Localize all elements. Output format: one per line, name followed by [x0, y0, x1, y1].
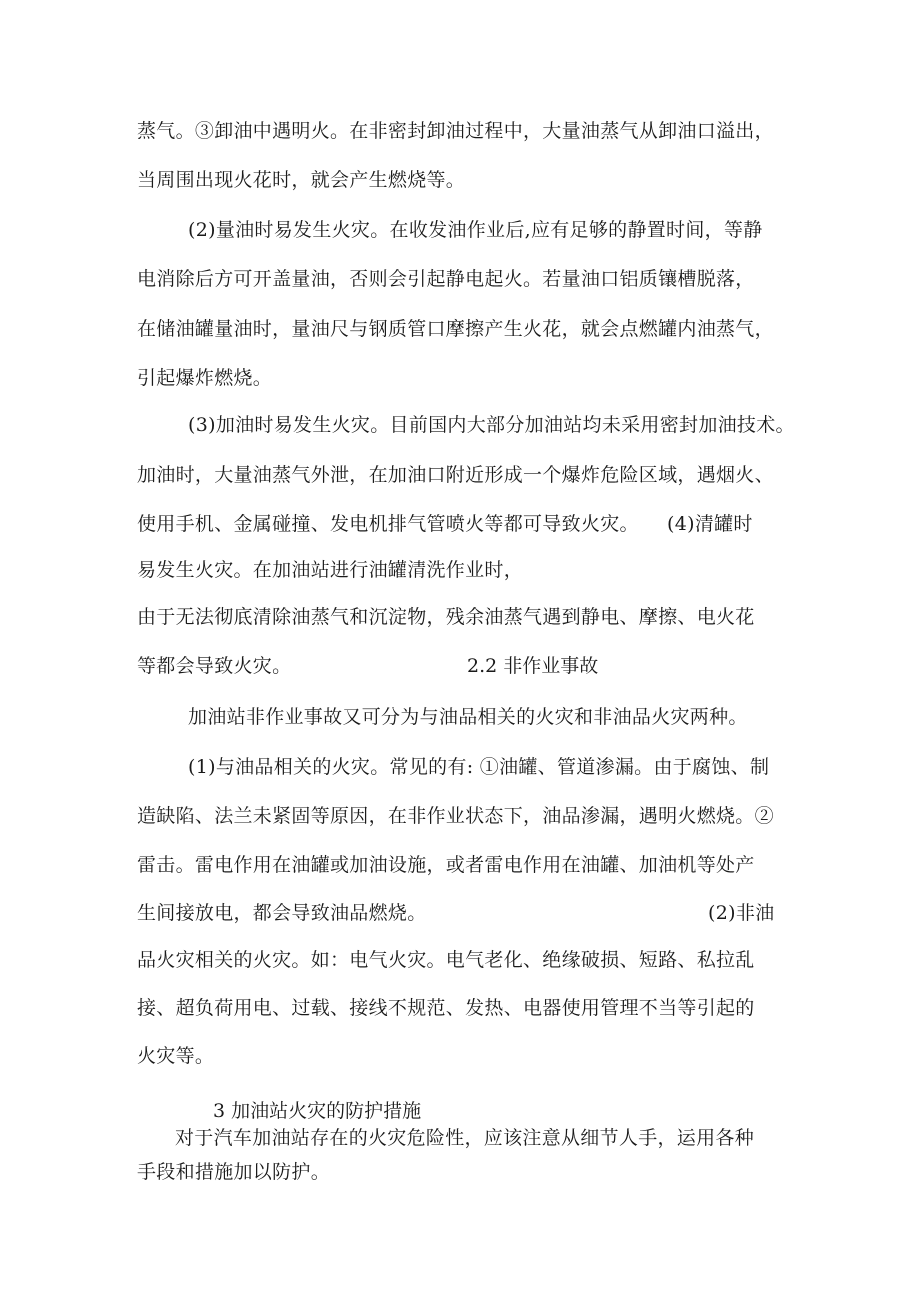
text-line: 接、超负荷用电、过载、接线不规范、发热、电器使用管理不当等引起的 — [137, 997, 755, 1019]
text-line: (1)与油品相关的火灾。常见的有: ①油罐、管道渗漏。由于腐蚀、制 — [188, 756, 770, 778]
text-line: (2)非油 — [708, 902, 775, 924]
text-line: 雷击。雷电作用在油罐或加油设施，或者雷电作用在油罐、加油机等处产 — [137, 854, 755, 876]
text-line: 造缺陷、法兰未紧固等原因，在非作业状态下，油品渗漏，遇明火燃烧。② — [137, 805, 774, 827]
text-line: 在储油罐量油时，量油尺与钢质管口摩擦产生火花，就会点燃罐内油蒸气， — [137, 318, 774, 340]
text-line: 加油站非作业事故又可分为与油品相关的火灾和非油品火灾两种。 — [188, 706, 748, 728]
text-line: 当周围出现火花时，就会产生燃烧等。 — [137, 169, 466, 191]
text-line: 火灾等。 — [137, 1045, 215, 1067]
section-heading: 3 加油站火灾的防护措施 — [213, 1100, 422, 1122]
text-line: 加油时，大量油蒸气外泄，在加油口附近形成一个爆炸危险区域，遇烟火、 — [137, 464, 774, 486]
text-line: (2)量油时易发生火灾。在收发油作业后,应有足够的静置时间，等静 — [188, 219, 763, 241]
text-line: (4)清罐时 — [667, 513, 753, 535]
text-line: 电消除后方可开盖量油，否则会引起静电起火。若量油口铝质镶槽脱落， — [137, 268, 755, 290]
text-line: 蒸气。③卸油中遇明火。在非密封卸油过程中，大量油蒸气从卸油口溢出， — [137, 120, 774, 142]
text-line: 由于无法彻底清除油蒸气和沉淀物，残余油蒸气遇到静电、摩擦、电火花 — [137, 606, 755, 628]
text-line: 易发生火灾。在加油站进行油罐清洗作业时， — [137, 559, 524, 581]
text-line: 等都会导致火灾。 — [137, 655, 292, 677]
text-line: 引起爆炸燃烧。 — [137, 367, 273, 389]
text-line: 手段和措施加以防护。 — [137, 1161, 331, 1183]
text-line: (3)加油时易发生火灾。目前国内大部分加油站均未采用密封加油技术。 — [188, 414, 795, 436]
text-line: 生间接放电，都会导致油品燃烧。 — [137, 902, 427, 924]
section-heading: 2.2 非作业事故 — [467, 655, 599, 677]
text-line: 品火灾相关的火灾。如：电气火灾。电气老化、绝缘破损、短路、私拉乱 — [137, 949, 755, 971]
text-line: 对于汽车加油站存在的火灾危险性，应该注意从细节人手，运用各种 — [175, 1127, 755, 1149]
text-line: 使用手机、金属碰撞、发电机排气管喷火等都可导致火灾。 — [137, 513, 639, 535]
